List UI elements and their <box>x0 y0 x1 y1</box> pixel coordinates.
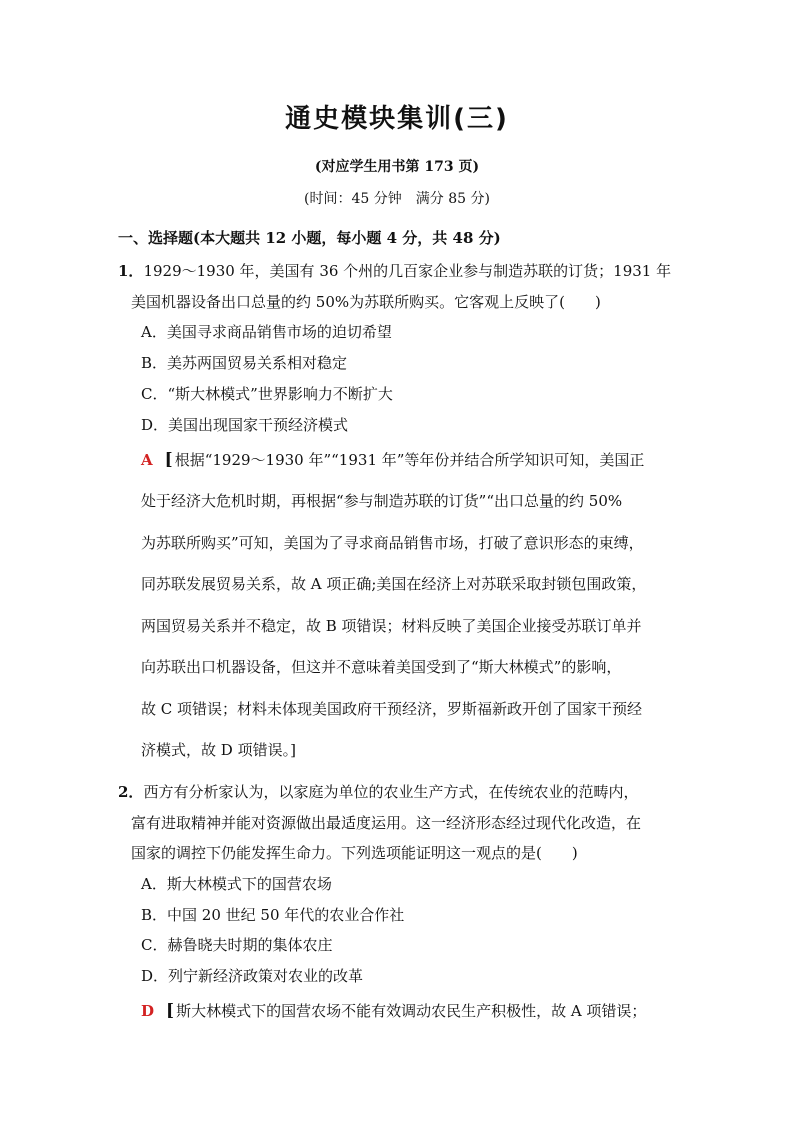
question-1-option-d: D．美国出现国家干预经济模式 <box>141 416 349 434</box>
question-1-explanation-line-5: 两国贸易关系并不稳定，故 B 项错误；材料反映了美国企业接受苏联订单并 <box>141 617 642 635</box>
question-2-option-a: A．斯大林模式下的国营农场 <box>141 875 332 893</box>
question-2-stem-line-3: 国家的调控下仍能发挥生命力。下列选项能证明这一观点的是( ) <box>131 844 578 862</box>
question-2-option-c: C．赫鲁晓夫时期的集体农庄 <box>141 936 333 954</box>
explanation-bracket: [ <box>164 450 173 470</box>
answer-letter: D <box>141 1002 155 1020</box>
question-2-option-d: D．列宁新经济政策对农业的改革 <box>141 967 364 985</box>
question-1-explanation-line-3: 为苏联所购买”可知，美国为了寻求商品销售市场，打破了意识形态的束缚， <box>141 534 644 552</box>
question-2-stem-line-1 <box>118 781 638 802</box>
question-number: 2． <box>118 783 144 801</box>
question-1-option-a: A．美国寻求商品销售市场的迫切希望 <box>141 323 392 341</box>
question-1-explanation-line-4: 同苏联发展贸易关系，故 A 项正确;美国在经济上对苏联采取封锁包围政策， <box>141 575 647 593</box>
answer-letter: A <box>141 451 153 469</box>
explanation-bracket: [ <box>166 1001 175 1021</box>
section-heading: 一、选择题(本大题共 12 小题，每小题 4 分，共 48 分) <box>118 229 501 247</box>
question-number: 1． <box>118 262 144 280</box>
question-1-stem-line-1 <box>118 260 671 281</box>
question-2-explanation-line-1 <box>141 1000 646 1021</box>
explanation-text: 根据“1929～1930 年”“1931 年”等年份并结合所学知识可知，美国正 <box>174 451 645 469</box>
question-1-explanation-line-2: 处于经济大危机时期，再根据“参与制造苏联的订货”“出口总量的约 50% <box>141 492 623 510</box>
question-1-explanation-line-8: 济模式，故 D 项错误。] <box>141 741 296 759</box>
explanation-text: 斯大林模式下的国营农场不能有效调动农民生产积极性，故 A 项错误； <box>176 1002 647 1020</box>
exam-meta: (时间：45 分钟 满分 85 分) <box>304 191 490 207</box>
page-subtitle: (对应学生用书第 173 页) <box>314 159 480 175</box>
question-text: 1929～1930 年，美国有 36 个州的几百家企业参与制造苏联的订货；1931 年 <box>143 262 672 280</box>
page-title: 通史模块集训(三) <box>285 104 509 134</box>
question-1-stem-line-2: 美国机器设备出口总量的约 50%为苏联所购买。它客观上反映了( ) <box>131 293 601 311</box>
question-text: 西方有分析家认为，以家庭为单位的农业生产方式，在传统农业的范畴内， <box>143 783 639 801</box>
question-1-explanation-line-1 <box>141 449 644 470</box>
question-1-option-c: C．“斯大林模式”世界影响力不断扩大 <box>141 385 393 403</box>
question-1-explanation-line-6: 向苏联出口机器设备，但这并不意味着美国受到了“斯大林模式”的影响， <box>141 658 622 676</box>
question-1-explanation-line-7: 故 C 项错误；材料未体现美国政府干预经济，罗斯福新政开创了国家干预经 <box>141 700 643 718</box>
question-1-option-b: B．美苏两国贸易关系相对稳定 <box>141 354 348 372</box>
question-2-option-b: B．中国 20 世纪 50 年代的农业合作社 <box>141 906 405 924</box>
question-2-stem-line-2: 富有进取精神并能对资源做出最适度运用。这一经济形态经过现代化改造，在 <box>131 814 642 832</box>
